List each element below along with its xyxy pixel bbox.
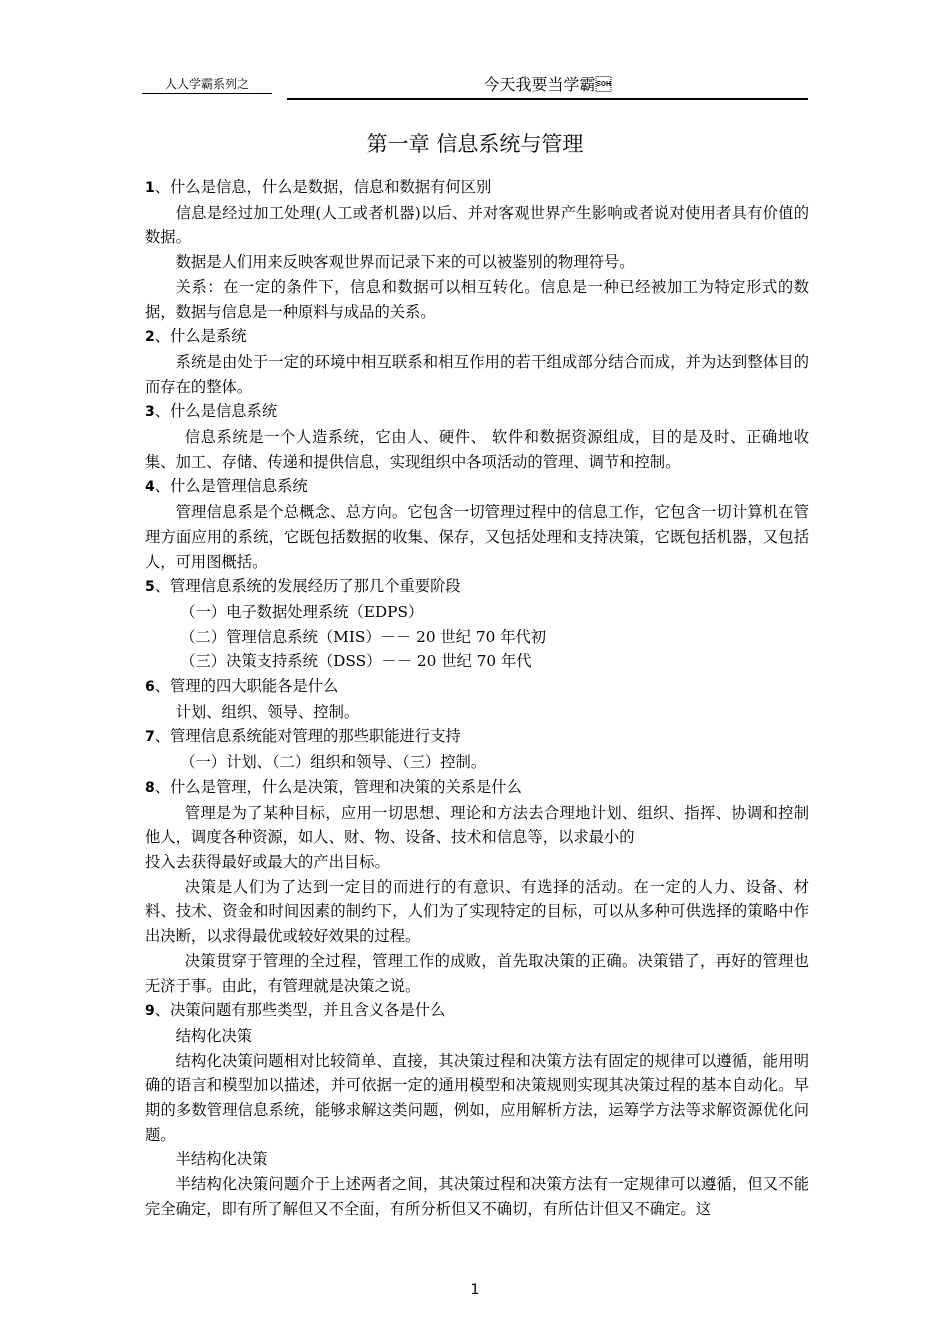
question-heading: 5、管理信息系统的发展经历了那几个重要阶段 bbox=[145, 577, 461, 596]
answer-paragraph: 结构化决策问题相对比较简单、直接，其决策过程和决策方法有固定的规律可以遵循，能用明确的语言和模型加以描述，并可依据一定的通用模型和决策规则实现其决策过程的基本自动化。早期的多数管理信息系统，能够求解这类问题，例如，应用解析方法，运筹学方法等求解资源优化问题。 bbox=[145, 1051, 809, 1144]
answer-paragraph: 关系：在一定的条件下，信息和数据可以相互转化。信息是一种已经被加工为特定形式的数据，数据与信息是一种原料与成品的关系。 bbox=[145, 277, 809, 321]
question-heading: 2、什么是系统 bbox=[145, 327, 247, 346]
subheading: 结构化决策 bbox=[175, 1026, 253, 1045]
answer-paragraph: 决策是人们为了达到一定目的而进行的有意识、有选择的活动。在一定的人力、设备、材料、技术、资金和时间因素的制约下，人们为了实现特定的目标，可以从多种可供选择的策略中作出决断，以求得最优或较好效果的过程。 bbox=[145, 877, 809, 946]
answer-paragraph: 决策贯穿于管理的全过程，管理工作的成败，首先取决策的正确。决策错了，再好的管理也无济于事。由此，有管理就是决策之说。 bbox=[145, 951, 809, 995]
question-heading: 3、什么是信息系统 bbox=[145, 402, 278, 421]
answer-paragraph: 半结构化决策问题介于上述两者之间，其决策过程和决策方法有一定规律可以遵循，但又不能完全确定，即有所了解但又不全面，有所分析但又不确切，有所估计但又不确定。这 bbox=[145, 1175, 809, 1218]
answer-paragraph: 投入去获得最好或最大的产出目标。 bbox=[145, 852, 390, 871]
question-heading: 1、什么是信息，什么是数据，信息和数据有何区别 bbox=[145, 178, 492, 196]
list-item: （三）决策支持系统（DSS）－－ 20 世纪 70 年代 bbox=[180, 652, 532, 671]
answer-paragraph: 系统是由处于一定的环境中相互联系和相互作用的若干组成部分结合而成，并为达到整体目的而存在的整体。 bbox=[145, 352, 809, 396]
question-heading: 4、什么是管理信息系统 bbox=[145, 477, 308, 496]
question-heading: 7、管理信息系统能对管理的那些职能进行支持 bbox=[145, 727, 461, 746]
subheading: 半结构化决策 bbox=[175, 1150, 268, 1169]
question-heading: 6、管理的四大职能各是什么 bbox=[145, 677, 339, 696]
header-series-label: 人人学霸系列之 bbox=[142, 75, 272, 94]
page-number: 1 bbox=[470, 1282, 480, 1298]
chapter-title: 第一章 信息系统与管理 bbox=[366, 132, 584, 156]
answer-paragraph: 信息是经过加工处理(人工或者机器)以后、并对客观世界产生影响或者说对使用者具有价值的数据。 bbox=[145, 203, 809, 247]
list-item: 计划、组织、领导、控制。 bbox=[175, 702, 360, 721]
question-heading: 9、决策问题有那些类型，并且含义各是什么 bbox=[145, 1001, 446, 1020]
answer-paragraph: 管理是为了某种目标，应用一切思想、理论和方法去合理地计划、组织、指挥、协调和控制他人，调度各种资源，如人、财、物、设备、技术和信息等，以求最小的 bbox=[145, 803, 809, 847]
question-heading: 8、什么是管理，什么是决策，管理和决策的关系是什么 bbox=[145, 777, 522, 796]
list-item: （二）管理信息系统（MIS）－－ 20 世纪 70 年代初 bbox=[180, 627, 547, 646]
answer-paragraph: 信息系统是一个人造系统，它由人、硬件、 软件和数据资源组成，目的是及时、正确地收集、加工、存储、传递和提供信息，实现组织中各项活动的管理、调节和控制。 bbox=[145, 428, 809, 471]
list-item: （一）电子数据处理系统（EDPS） bbox=[180, 602, 424, 621]
header-slogan: 今天我要当学霸 bbox=[287, 72, 808, 100]
document-body bbox=[145, 175, 809, 1222]
list-item: （一）计划、（二）组织和领导、（三）控制。 bbox=[180, 753, 487, 772]
answer-paragraph: 数据是人们用来反映客观世界而记录下来的可以被鉴别的物理符号。 bbox=[175, 253, 635, 272]
answer-paragraph: 管理信息系是个总概念、总方向。它包含一切管理过程中的信息工作，它包含一切计算机在管理方面应用的系统，它既包括数据的收集、保存，又包括处理和支持决策，它既包括机器，又包括人，可用图概括。 bbox=[145, 503, 809, 571]
